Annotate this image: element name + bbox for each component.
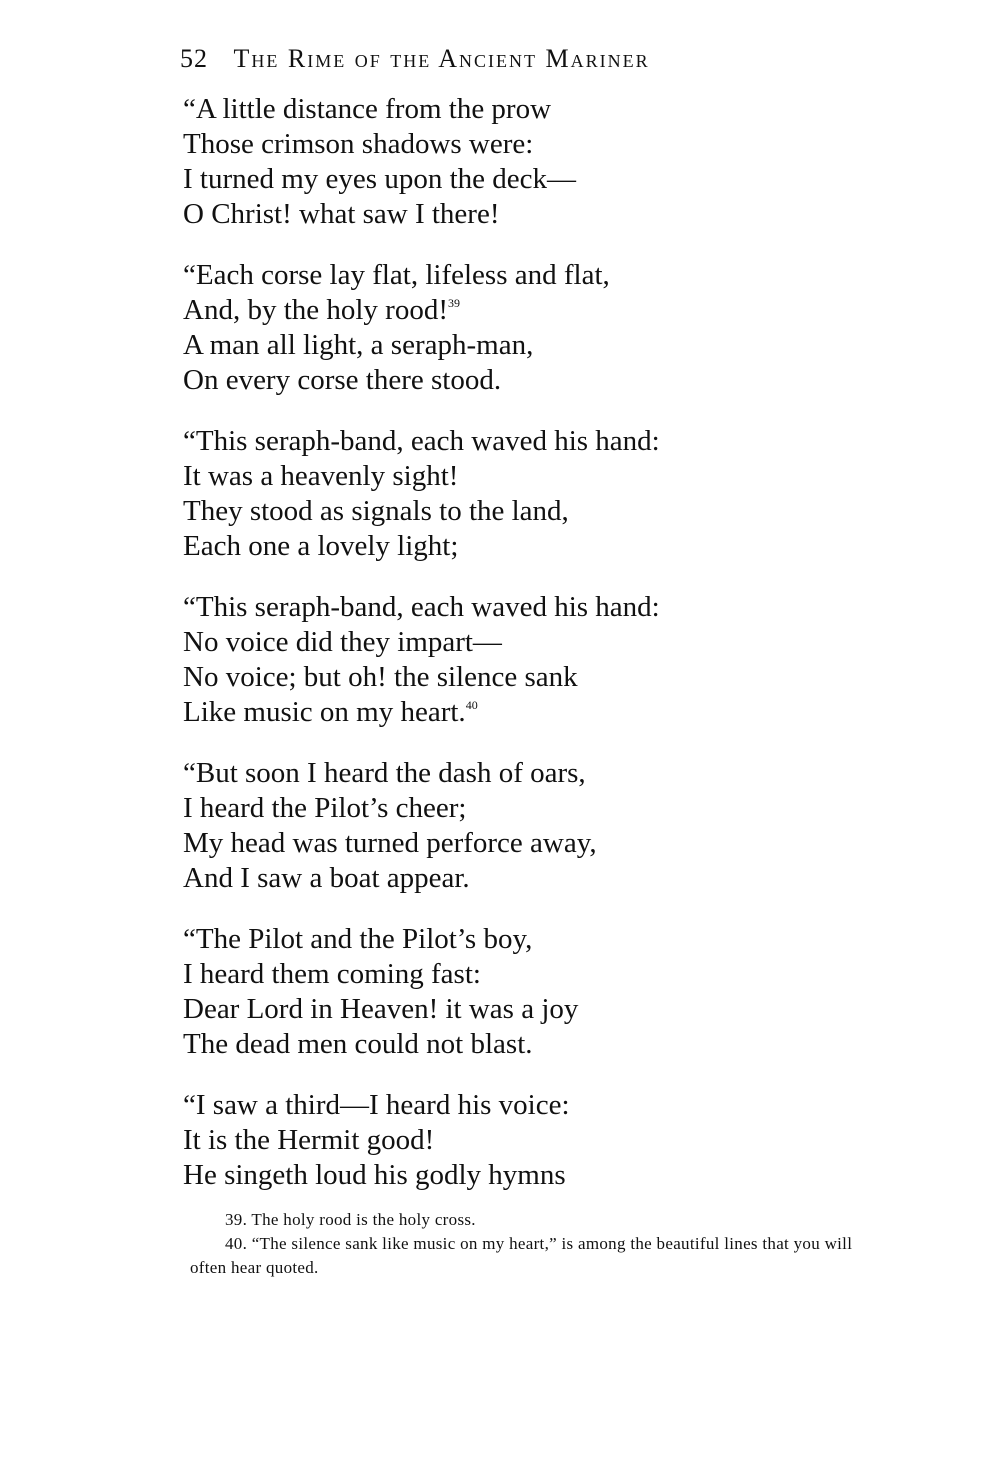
poem-line-with-note — [183, 293, 903, 328]
poem-line: On every corse there stood. — [183, 364, 502, 396]
running-title: The Rime of the Ancient Mariner — [233, 44, 650, 73]
poem-line: “This seraph-band, each waved his hand: — [183, 425, 660, 457]
poem-line: O Christ! what saw I there! — [183, 198, 500, 230]
poem-line: And I saw a boat appear. — [183, 862, 470, 894]
stanza — [183, 590, 903, 730]
stanza — [183, 258, 903, 398]
poem-line-with-note — [183, 695, 903, 730]
poem-line: Those crimson shadows were: — [183, 128, 534, 160]
stanza — [183, 424, 903, 564]
poem-line: He singeth loud his godly hymns — [183, 1159, 566, 1191]
poem-line: Dear Lord in Heaven! it was a joy — [183, 993, 579, 1025]
poem-line: “But soon I heard the dash of oars, — [183, 757, 586, 789]
poem-line: “I saw a third—I heard his voice: — [183, 1089, 570, 1121]
stanza — [183, 922, 903, 1062]
poem-line: They stood as signals to the land, — [183, 495, 569, 527]
stanza — [183, 1088, 903, 1193]
poem-line: A man all light, a seraph-man, — [183, 329, 534, 361]
footnote-ref: 40 — [465, 698, 478, 712]
poem-line: It is the Hermit good! — [183, 1124, 435, 1156]
running-header — [180, 44, 650, 74]
poem-line: My head was turned perforce away, — [183, 827, 597, 859]
stanza — [183, 756, 903, 896]
poem-line: It was a heavenly sight! — [183, 460, 459, 492]
poem-line: I heard them coming fast: — [183, 958, 481, 990]
poem-line: “Each corse lay flat, lifeless and flat, — [183, 259, 610, 291]
page-number: 52 — [180, 44, 208, 73]
poem-line: I heard the Pilot’s cheer; — [183, 792, 467, 824]
poem-line: “A little distance from the prow — [183, 93, 552, 125]
footnote: 40. “The silence sank like music on my heart,” is among the beautiful lines that you will often hear quoted. — [190, 1234, 853, 1277]
footnote: 39. The holy rood is the holy cross. — [225, 1210, 476, 1229]
poem-line: “This seraph-band, each waved his hand: — [183, 591, 660, 623]
footnotes — [190, 1208, 890, 1280]
poem-line: “The Pilot and the Pilot’s boy, — [183, 923, 533, 955]
poem-line-text: And, by the holy rood! — [183, 294, 448, 326]
poem-line: No voice did they impart— — [183, 626, 502, 658]
poem-line: Each one a lovely light; — [183, 530, 459, 562]
poem-line: No voice; but oh! the silence sank — [183, 661, 578, 693]
poem-line-text: Like music on my heart. — [183, 696, 466, 728]
footnote-ref: 39 — [448, 296, 460, 310]
poem-body — [183, 92, 903, 1219]
poem-line: The dead men could not blast. — [183, 1028, 533, 1060]
stanza — [183, 92, 903, 232]
poem-line: I turned my eyes upon the deck— — [183, 163, 577, 195]
